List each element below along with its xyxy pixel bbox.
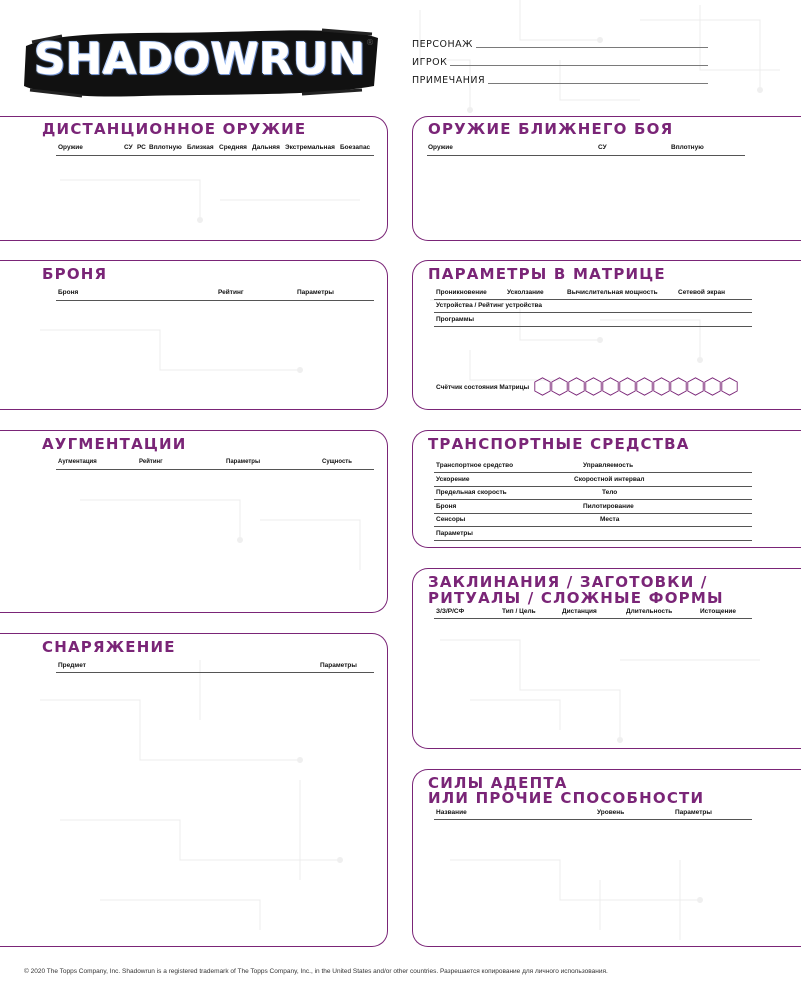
armor-col-rating: Рейтинг bbox=[218, 289, 244, 296]
ranged-weapons-title: ДИСТАНЦИОННОЕ ОРУЖИЕ bbox=[42, 120, 307, 138]
logo-wordmark: SHADOWRUN bbox=[34, 34, 366, 85]
vehicle-row-stat: Тело bbox=[602, 489, 618, 496]
condition-monitor-box[interactable] bbox=[551, 377, 568, 396]
adept-header-rule bbox=[434, 819, 752, 820]
matrix-col-attack: Проникновение bbox=[436, 289, 487, 296]
vehicle-row-stat: Места bbox=[600, 516, 620, 523]
adept-col-level: Уровень bbox=[597, 809, 625, 816]
condition-monitor-box[interactable] bbox=[721, 377, 738, 396]
gear-col-notes: Параметры bbox=[320, 662, 357, 669]
aug-col-rating: Рейтинг bbox=[139, 459, 163, 465]
spells-col-target: Тип / Цель bbox=[502, 608, 536, 615]
aug-col-essence: Сущность bbox=[322, 459, 352, 465]
vehicle-row-rule bbox=[434, 499, 752, 500]
matrix-title: ПАРАМЕТРЫ В МАТРИЦЕ bbox=[428, 265, 666, 283]
melee-col-dv: СУ bbox=[598, 144, 607, 151]
aug-col-name: Аугментация bbox=[58, 459, 97, 465]
adept-col-notes: Параметры bbox=[675, 809, 712, 816]
adept-col-name: Название bbox=[436, 809, 467, 816]
vehicle-row-label: Транспортное средство bbox=[436, 462, 514, 469]
condition-monitor-box[interactable] bbox=[636, 377, 653, 396]
col-extreme: Экстремальная bbox=[285, 144, 335, 151]
melee-col-close: Вплотную bbox=[671, 144, 704, 151]
col-far: Дальняя bbox=[252, 144, 280, 151]
ranged-header-rule bbox=[56, 155, 374, 156]
armor-col-notes: Параметры bbox=[297, 289, 334, 296]
vehicle-row-label: Сенсоры bbox=[436, 516, 466, 523]
vehicle-row-rule bbox=[434, 540, 752, 541]
armor-col-armor: Броня bbox=[58, 289, 79, 296]
condition-monitor-box[interactable] bbox=[653, 377, 670, 396]
matrix-col-sleaze: Усколзание bbox=[507, 289, 544, 296]
matrix-col-firewall: Сетевой экран bbox=[678, 289, 726, 296]
spells-header-rule bbox=[434, 618, 752, 619]
vehicle-row-rule bbox=[434, 526, 752, 527]
player-field[interactable] bbox=[412, 54, 708, 68]
vehicle-row-stat: Пилотирование bbox=[583, 502, 634, 510]
vehicle-row-rule bbox=[434, 486, 752, 487]
matrix-condition-monitor[interactable] bbox=[534, 377, 738, 396]
matrix-rule-1 bbox=[434, 299, 752, 300]
matrix-devices-label: Устройства / Рейтинг устройства bbox=[436, 302, 543, 309]
aug-col-notes: Параметры bbox=[226, 459, 261, 465]
copyright-footer: © 2020 The Topps Company, Inc. Shadowrun is a registered trademark of The Topps Company, Inc., in the United States and/or other countries. Разрешается копирование для личного использования. bbox=[24, 968, 608, 975]
col-ap: РС bbox=[137, 144, 146, 151]
armor-header-rule bbox=[56, 300, 374, 301]
melee-header-rule bbox=[427, 155, 745, 156]
augmentations-box bbox=[0, 430, 388, 613]
vehicle-row-label: Броня bbox=[436, 502, 457, 510]
col-weapon: Оружие bbox=[58, 144, 83, 151]
adept-title-line-1: СИЛЫ АДЕПТА bbox=[428, 774, 568, 792]
matrix-rule-2 bbox=[434, 312, 752, 313]
registered-mark: ® bbox=[366, 38, 374, 47]
spells-title-line-2: РИТУАЛЫ / СЛОЖНЫЕ ФОРМЫ bbox=[428, 589, 724, 607]
augmentations-title: АУГМЕНТАЦИИ bbox=[42, 435, 187, 453]
spells-col-drain: Истощение bbox=[700, 608, 736, 615]
matrix-rule-3 bbox=[434, 326, 752, 327]
gear-box bbox=[0, 633, 388, 947]
gear-col-item: Предмет bbox=[58, 662, 86, 669]
condition-monitor-box[interactable] bbox=[585, 377, 602, 396]
col-dv: СУ bbox=[124, 144, 133, 151]
condition-monitor-box[interactable] bbox=[619, 377, 636, 396]
matrix-programs-label: Программы bbox=[436, 316, 475, 323]
notes-label: ПРИМЕЧАНИЯ bbox=[412, 75, 486, 86]
gear-header-rule bbox=[56, 672, 374, 673]
aug-header-rule bbox=[56, 469, 374, 470]
matrix-monitor-label: Счётчик состояния Матрицы bbox=[436, 384, 530, 391]
vehicle-row-rule bbox=[434, 513, 752, 514]
col-medium: Средняя bbox=[219, 144, 247, 151]
spells-col-type: З/З/Р/СФ bbox=[436, 608, 465, 615]
condition-monitor-box[interactable] bbox=[568, 377, 585, 396]
spells-col-range: Дистанция bbox=[562, 608, 597, 615]
gear-title: СНАРЯЖЕНИЕ bbox=[42, 638, 176, 656]
adept-title-line-2: ИЛИ ПРОЧИЕ СПОСОБНОСТИ bbox=[428, 789, 705, 807]
character-field[interactable] bbox=[412, 36, 708, 50]
armor-title: БРОНЯ bbox=[42, 265, 108, 283]
vehicle-row-stat: Управляемость bbox=[583, 462, 634, 469]
vehicle-row-label: Ускорение bbox=[436, 475, 470, 483]
condition-monitor-box[interactable] bbox=[687, 377, 704, 396]
vehicle-row-rule bbox=[434, 472, 752, 473]
spells-title-line-1: ЗАКЛИНАНИЯ / ЗАГОТОВКИ / bbox=[428, 573, 708, 591]
shadowrun-logo bbox=[22, 24, 382, 100]
spells-col-duration: Длительность bbox=[626, 608, 673, 615]
vehicle-row-stat: Скоростной интервал bbox=[574, 475, 645, 483]
notes-field[interactable] bbox=[412, 72, 708, 86]
notes-line[interactable] bbox=[488, 83, 708, 84]
melee-col-weapon: Оружие bbox=[428, 144, 453, 151]
vehicles-title: ТРАНСПОРТНЫЕ СРЕДСТВА bbox=[428, 435, 690, 453]
vehicle-row-label: Параметры bbox=[436, 529, 473, 537]
player-line[interactable] bbox=[450, 65, 708, 66]
vehicle-row-label: Предельная скорость bbox=[436, 489, 507, 496]
character-label: ПЕРСОНАЖ bbox=[412, 39, 473, 50]
matrix-col-data-processing: Вычислительная мощность bbox=[567, 289, 658, 296]
col-ammo: Боезапас bbox=[340, 144, 371, 151]
player-label: ИГРОК bbox=[412, 57, 448, 68]
condition-monitor-box[interactable] bbox=[670, 377, 687, 396]
col-near: Близкая bbox=[187, 144, 214, 151]
condition-monitor-box[interactable] bbox=[534, 377, 551, 396]
condition-monitor-box[interactable] bbox=[602, 377, 619, 396]
col-close: Вплотную bbox=[149, 144, 182, 151]
character-line[interactable] bbox=[476, 47, 708, 48]
condition-monitor-box[interactable] bbox=[704, 377, 721, 396]
melee-weapons-title: ОРУЖИЕ БЛИЖНЕГО БОЯ bbox=[428, 120, 674, 138]
